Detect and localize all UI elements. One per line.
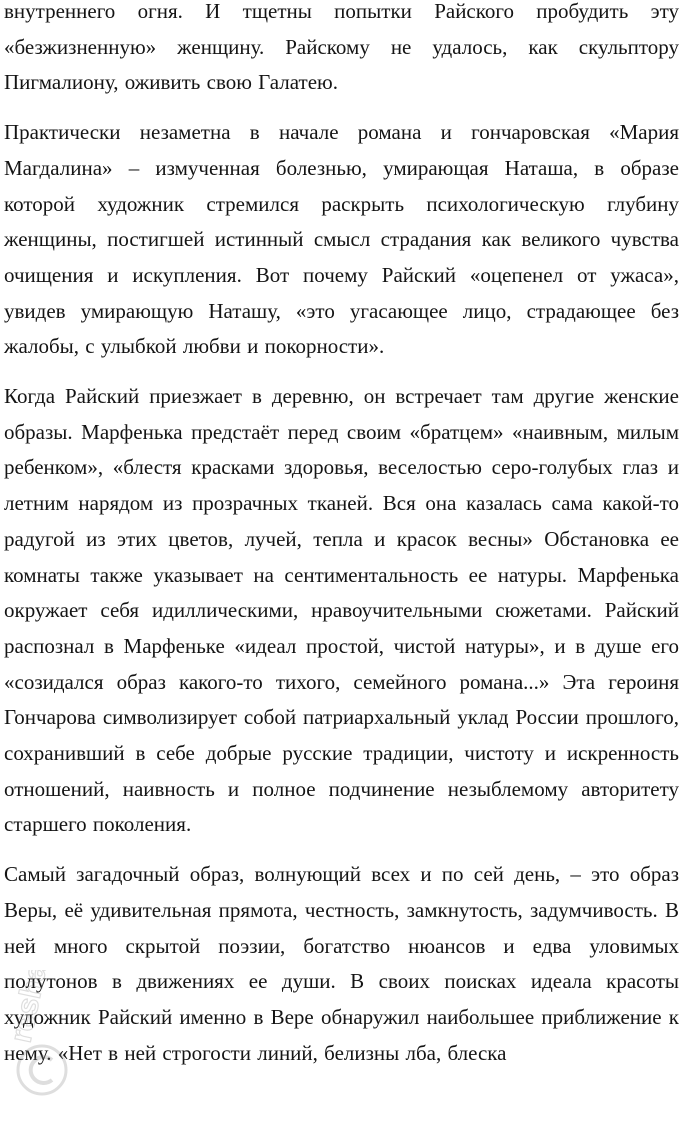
paragraph-4: Самый загадочный образ, волнующий всех и по сей день, – это образ Веры, её удивительная прямота, честность, замкнутость, задумчивость. В ней много скрытой поэзии, богатство нюансов и едва уловимых полутонов в движениях ее души. В своих поисках идеала красоты художник Райский именно в Вере обнаружил наибольшее приближение к нему. «Нет в ней строгости линий, белизны лба, блеска — [4, 862, 679, 1065]
watermark-text: reshak.ru — [8, 970, 65, 1046]
paragraph-1: внутреннего огня. И тщетны попытки Райского пробудить эту «безжизненную» женщину. Райскому не удалось, как скульптору Пигмалиону, оживить свою Галатею. — [4, 0, 679, 95]
document-text — [4, 0, 679, 1085]
paragraph-2: Практически незаметна в начале романа и гончаровская «Мария Магдалина» – измученная болезнью, умирающая Наташа, в образе которой художник стремился раскрыть психологическую глубину женщины, постигшей истинный смысл страдания как великого чувства очищения и искупления. Вот почему Райский «оцепенел от ужаса», увидев умирающую Наташу, «это угасающее лицо, страдающее без жалобы, с улыбкой любви и покорности». — [4, 120, 679, 359]
paragraph-3: Когда Райский приезжает в деревню, он встречает там другие женские образы. Марфенька предстаёт перед своим «братцем» «наивным, милым ребенком», «блестя красками здоровья, веселостью серо-голубых глаз и летним нарядом из прозрачных тканей. Вся она казалась сама какой-то радугой из этих цветов, лучей, тепла и красок весны» Обстановка ее комнаты также указывает на сентиментальность ее натуры. Марфенька окружает себя идиллическими, нравоучительными сюжетами. Райский распознал в Марфеньке «идеал простой, чистой натуры», и в душе его «созидался образ какого-то тихого, семейного романа...» Эта героиня Гончарова символизирует собой патриархальный уклад России прошлого, сохранивший в себе добрые русские традиции, чистоту и искренность отношений, наивность и полное подчинение незыблемому авторитету старшего поколения. — [4, 384, 679, 837]
